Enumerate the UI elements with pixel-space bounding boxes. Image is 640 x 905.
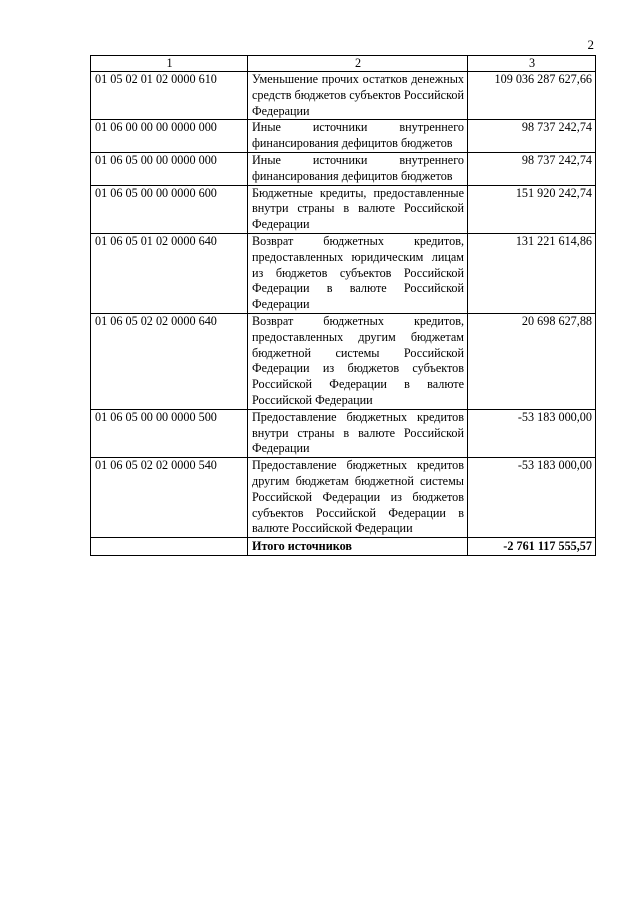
amount: 98 737 242,74 [468,120,596,153]
budget-code: 01 06 05 01 02 0000 640 [91,233,248,313]
table-row [91,458,596,538]
amount: -53 183 000,00 [468,458,596,538]
amount: 20 698 627,88 [468,313,596,409]
budget-sources-table [90,55,596,556]
table-row [91,72,596,120]
budget-code: 01 06 05 00 00 0000 500 [91,409,248,457]
table-row [91,185,596,233]
source-name: Возврат бюджетных кредитов, предоставленных другим бюджетам бюджетной системы Российской Федерации из бюджетов субъектов Российской Федерации в валюте Российской Федерации [248,313,468,409]
page-number: 2 [587,37,594,52]
source-name: Возврат бюджетных кредитов, предоставленных юридическим лицам из бюджетов субъектов Российской Федерации в валюте Российской Федерации [248,233,468,313]
amount: 131 221 614,86 [468,233,596,313]
source-name: Иные источники внутреннего финансирования дефицитов бюджетов [248,152,468,185]
total-amount: -2 761 117 555,57 [468,538,596,556]
amount: 151 920 242,74 [468,185,596,233]
table-row [91,313,596,409]
source-name: Бюджетные кредиты, предоставленные внутри страны в валюте Российской Федерации [248,185,468,233]
total-code [91,538,248,556]
column-header-2: 2 [248,56,468,72]
table-row [91,152,596,185]
source-name: Иные источники внутреннего финансирования дефицитов бюджетов [248,120,468,153]
table-row [91,409,596,457]
source-name: Предоставление бюджетных кредитов другим бюджетам бюджетной системы Российской Федерации из бюджетов субъектов Российской Федерации в валюте Российской Федерации [248,458,468,538]
budget-code: 01 06 05 02 02 0000 540 [91,458,248,538]
budget-code: 01 06 05 00 00 0000 600 [91,185,248,233]
budget-code: 01 05 02 01 02 0000 610 [91,72,248,120]
column-header-3: 3 [468,56,596,72]
budget-code: 01 06 05 02 02 0000 640 [91,313,248,409]
table-row [91,120,596,153]
budget-code: 01 06 05 00 00 0000 000 [91,152,248,185]
source-name: Уменьшение прочих остатков денежных средств бюджетов субъектов Российской Федерации [248,72,468,120]
total-label: Итого источников [248,538,468,556]
amount: -53 183 000,00 [468,409,596,457]
budget-code: 01 06 00 00 00 0000 000 [91,120,248,153]
table-header-row [91,56,596,72]
source-name: Предоставление бюджетных кредитов внутри страны в валюте Российской Федерации [248,409,468,457]
amount: 109 036 287 627,66 [468,72,596,120]
total-row [91,538,596,556]
table-row [91,233,596,313]
column-header-1: 1 [91,56,248,72]
amount: 98 737 242,74 [468,152,596,185]
